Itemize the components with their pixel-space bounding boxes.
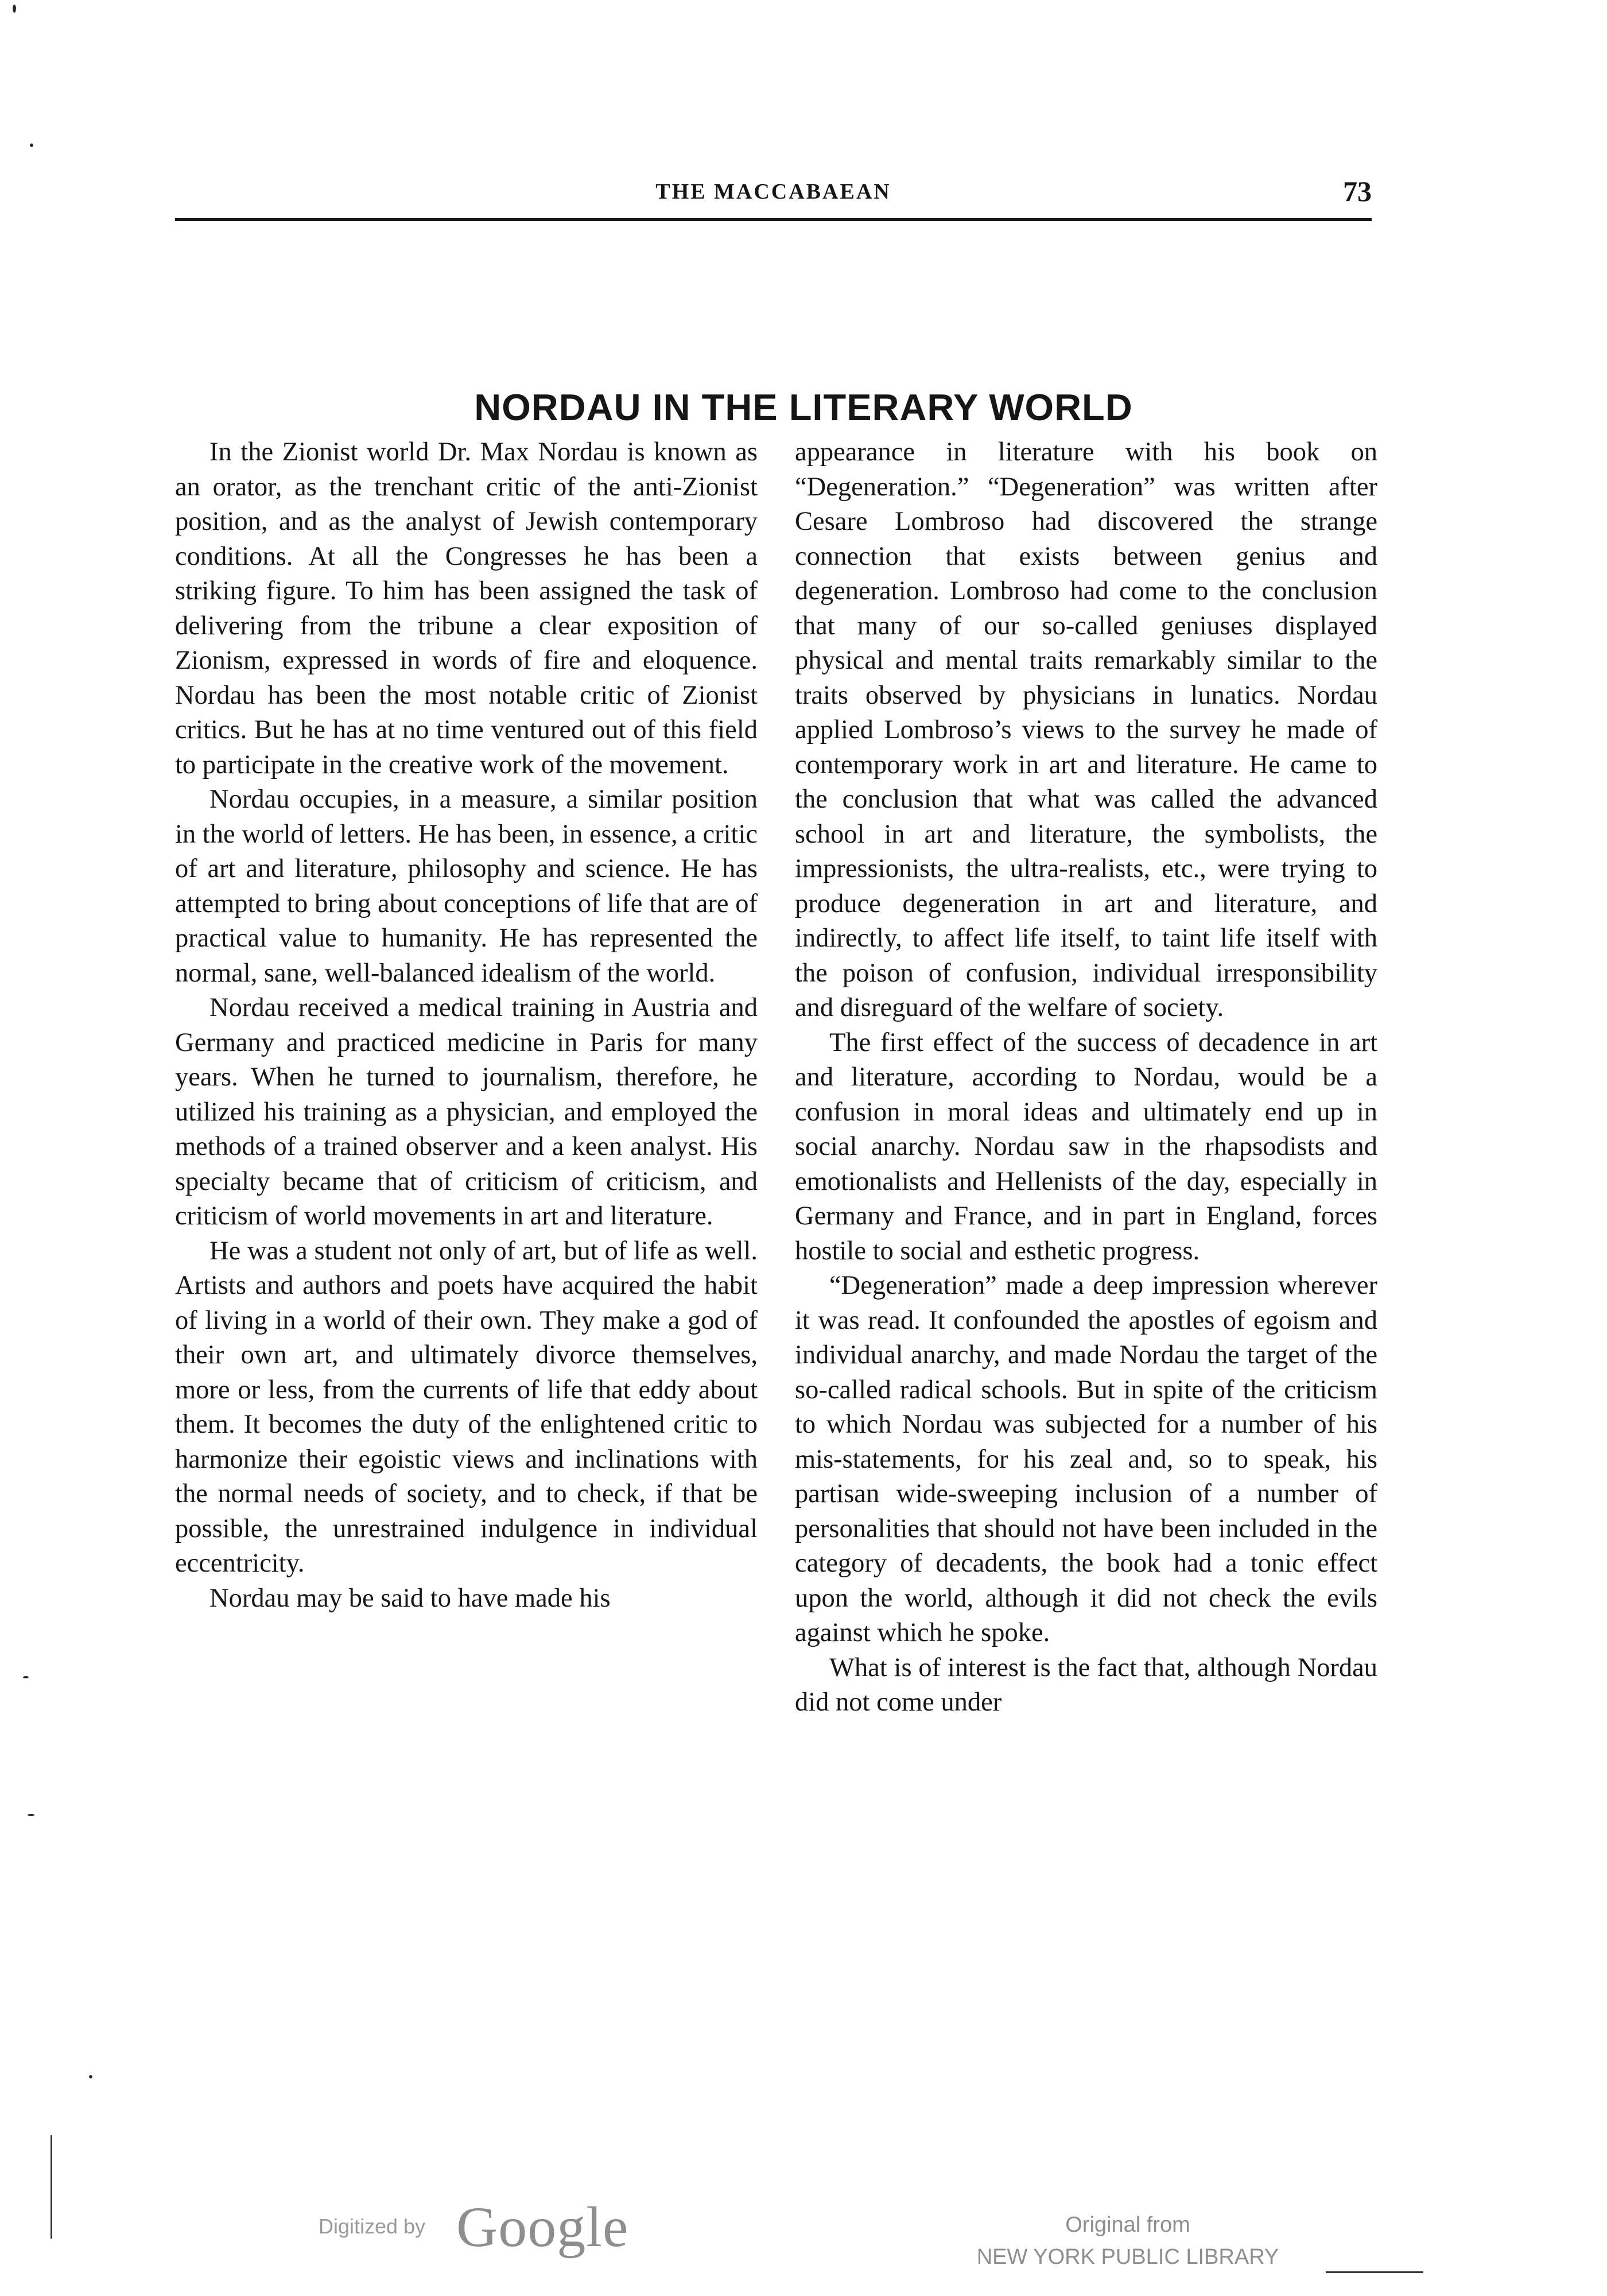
scan-speck [28,1814,34,1816]
scan-speck [13,5,16,13]
scan-speck [23,1676,29,1678]
article-title: NORDAU IN THE LITERARY WORLD [474,386,1133,428]
right-column [795,435,1377,1720]
paragraph: He was a student not only of art, but of life as well. Artists and authors and poets have acquired the habit of living in a world of their own. They make a god of their own art, and ultimately divorce themselves, more or less, from the currents of life that eddy about them. It becomes the duty of the enlightened critic to harmonize their egoistic views and inclinations with the normal needs of society, and to check, if that be possible, the unrestrained indulgence in individual eccentricity. [175,1236,758,1578]
paragraph: Nordau received a medical training in Austria and Germany and practiced medicine in Paris for many years. When he turned to journalism, therefore, he utilized his training as a physician, and employed the methods of a trained observer and a keen analyst. His specialty became that of criticism of criticism, and criticism of world movements in art and literature. [175,993,758,1231]
paragraph: The first effect of the success of decadence in art and literature, according to Nordau, would be a confusion in moral ideas and ultimately end up in social anarchy. Nordau saw in the rhapsodists and emotionalists and Hellenists of the day, especially in Germany and France, and in part in England, forces hostile to social and esthetic progress. [795,1027,1377,1266]
paragraph: What is of interest is the fact that, although Nordau did not come under [795,1653,1377,1717]
paragraph: appearance in literature with his book on “Degeneration.” “Degeneration” was written after Cesare Lombroso had discovered the strange connection that exists between genius and degeneration. Lombroso had come to the conclusion that many of our so-called geniuses displayed physical and mental traits remarkably similar to the traits observed by physicians in lunatics. Nordau applied Lombroso’s views to the survey he made of contemporary work in art and literature. He came to the conclusion that what was called the advanced school in art and literature, the symbolists, the impressionists, the ultra-realists, etc., were trying to produce degeneration in art and literature, and indirectly, to affect life itself, to taint life itself with the poison of confusion, individual irresponsibility and disreguard of the welfare of society. [795,437,1377,1022]
paragraph: Nordau may be said to have made his [209,1583,611,1613]
library-name: NEW YORK PUBLIC LIBRARY [976,2245,1279,2269]
running-header [175,172,1372,221]
original-from-label: Original from [1065,2213,1190,2237]
margin-rule [51,2135,52,2239]
source-attribution [947,2209,1309,2273]
left-column [175,435,758,1616]
paragraph: Nordau occupies, in a measure, a similar position in the world of letters. He has been, in essence, a critic of art and literature, philosophy and science. He has attempted to bring about conceptions of life that are of practical value to humanity. He has represented the normal, sane, well-balanced idealism of the world. [175,785,758,988]
google-logo: Google [456,2195,629,2259]
paragraph: “Degeneration” made a deep impression wherever it was read. It confounded the apostles of egoism and individual anarchy, and made Nordau the target of the so-called radical schools. But in spite of the criticism to which Nordau was subjected for a number of his mis-statements, for his zeal and, so to speak, his partisan wide-sweeping inclusion of a number of personalities that should not have been included in the category of decadents, the book had a tonic effect upon the world, although it did not check the evils against which he spoke. [795,1271,1377,1647]
scan-speck [30,144,33,147]
paragraph: In the Zionist world Dr. Max Nordau is known as an orator, as the trenchant critic of the anti-Zionist position, and as the analyst of Jewish contemporary conditions. At all the Congresses he has been a striking figure. To him has been assigned the task of delivering from the tribune a clear exposition of Zionism, expressed in words of fire and eloquence. Nordau has been the most notable critic of Zionist critics. But he has at no time ventured out of this field to participate in the creative work of the movement. [175,437,758,779]
digitized-by-label: Digitized by [319,2214,426,2238]
footer-rule [1326,2271,1423,2273]
running-title: THE MACCABAEAN [655,180,891,204]
page-number: 73 [1343,175,1372,207]
scan-speck [89,2075,92,2078]
